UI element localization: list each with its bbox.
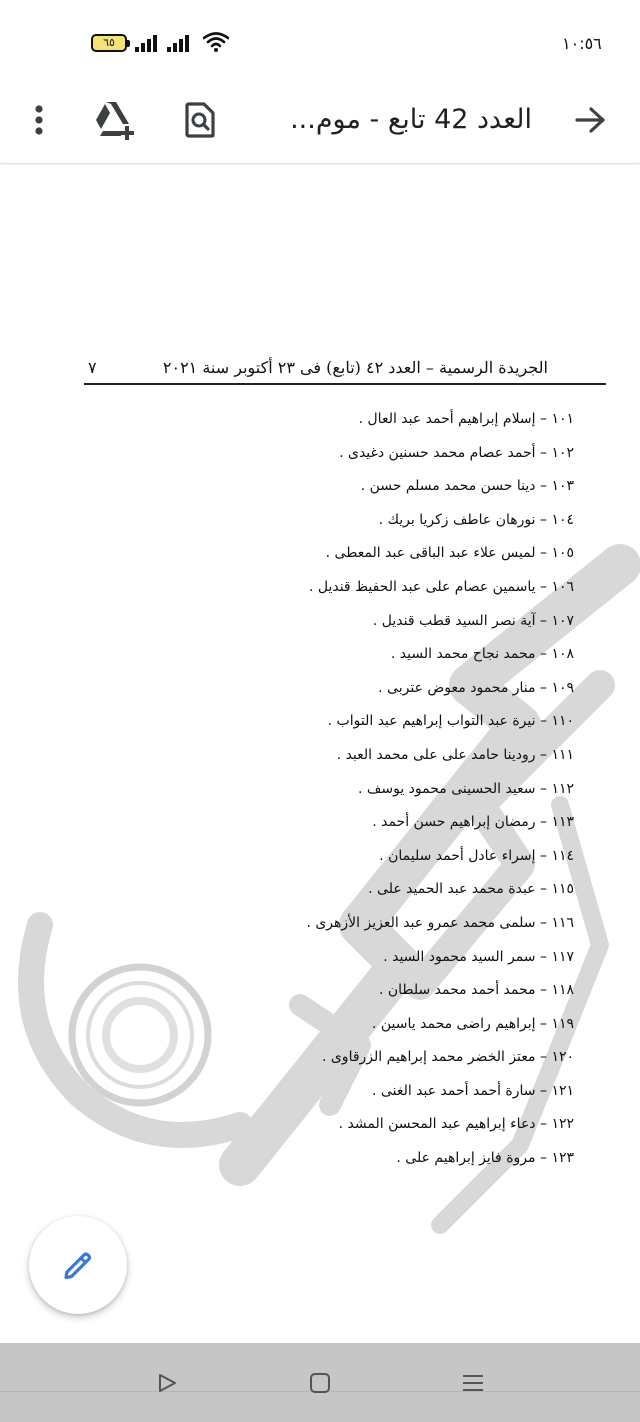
gazette-header-title: الجريدة الرسمية – العدد ٤٢ (تابع) فى ٢٣ أكتوبر سنة ٢٠٢١ — [162, 358, 548, 377]
document-page[interactable] — [0, 165, 640, 1343]
list-item: ١١٠ – نيرة عبد التواب إبراهيم عبد التواب . — [327, 713, 574, 730]
drive-add-icon[interactable] — [90, 96, 138, 144]
system-nav-bar — [0, 1343, 640, 1422]
list-item: ١١٧ – سمر السيد محمود السيد . — [383, 948, 574, 965]
signal-strength-icon-2 — [167, 34, 193, 52]
nav-recents-icon[interactable] — [453, 1367, 493, 1399]
list-item: ١٢٢ – دعاء إبراهيم عبد المحسن المشد . — [338, 1116, 574, 1133]
list-item: ١٢٣ – مروة فايز إبراهيم على . — [396, 1150, 574, 1167]
wifi-icon — [203, 31, 229, 53]
list-item: ١٢١ – سارة أحمد أحمد عبد الغنى . — [372, 1082, 574, 1099]
document-header — [84, 355, 606, 385]
list-item: ١٠٧ – آية نصر السيد قطب قنديل . — [372, 612, 574, 629]
battery-icon: ٦٥ — [91, 34, 127, 52]
document-title: العدد 42 تابع - موم... — [290, 104, 532, 135]
find-in-page-icon[interactable] — [176, 96, 224, 144]
list-item: ١١٨ – محمد أحمد محمد سلطان . — [378, 982, 574, 999]
nav-home-icon[interactable] — [300, 1367, 340, 1399]
names-list — [154, 403, 574, 1176]
list-item: ١١٦ – سلمى محمد عمرو عبد العزيز الأزهرى . — [306, 914, 574, 931]
back-arrow-icon[interactable] — [566, 96, 614, 144]
edit-fab-button[interactable] — [29, 1216, 127, 1314]
list-item: ١١٢ – سعيد الحسينى محمود يوسف . — [357, 780, 574, 797]
list-item: ١٠٨ – محمد نجاح محمد السيد . — [390, 646, 574, 663]
list-item: ١١٣ – رمضان إبراهيم حسن أحمد . — [372, 814, 574, 831]
status-clock: ١٠:٥٦ — [562, 34, 602, 53]
list-item: ١٠٥ – لميس علاء عبد الباقى عبد المعطى . — [325, 545, 574, 562]
list-item: ١٠٤ – نورهان عاطف زكريا بريك . — [378, 511, 574, 528]
app-bar — [0, 80, 640, 164]
list-item: ١١٩ – إبراهيم راضى محمد ياسين . — [372, 1015, 574, 1032]
signal-strength-icon — [135, 34, 161, 52]
nav-back-icon[interactable] — [147, 1367, 187, 1399]
page-number: ٧ — [88, 358, 97, 377]
edit-pencil-icon — [60, 1247, 96, 1283]
more-vert-icon[interactable] — [15, 96, 63, 144]
list-item: ١٠٣ – دينا حسن محمد مسلم حسن . — [360, 478, 574, 495]
list-item: ١١١ – رودينا حامد على على محمد العبد . — [336, 746, 574, 763]
list-item: ١٢٠ – معتز الخضر محمد إبراهيم الزرقاوى . — [321, 1049, 574, 1066]
list-item: ١١٤ – إسراء عادل أحمد سليمان . — [379, 847, 574, 864]
list-item: ١٠١ – إسلام إبراهيم أحمد عبد العال . — [358, 411, 574, 427]
list-item: ١٠٩ – منار محمود معوض عتربى . — [378, 679, 574, 696]
list-item: ١٠٦ – ياسمين عصام على عبد الحفيظ قنديل . — [308, 578, 574, 595]
list-item: ١٠٢ – أحمد عصام محمد حسنين دغيدى . — [339, 444, 574, 461]
status-bar — [0, 0, 640, 80]
list-item: ١١٥ – عبدة محمد عبد الحميد على . — [368, 881, 574, 898]
